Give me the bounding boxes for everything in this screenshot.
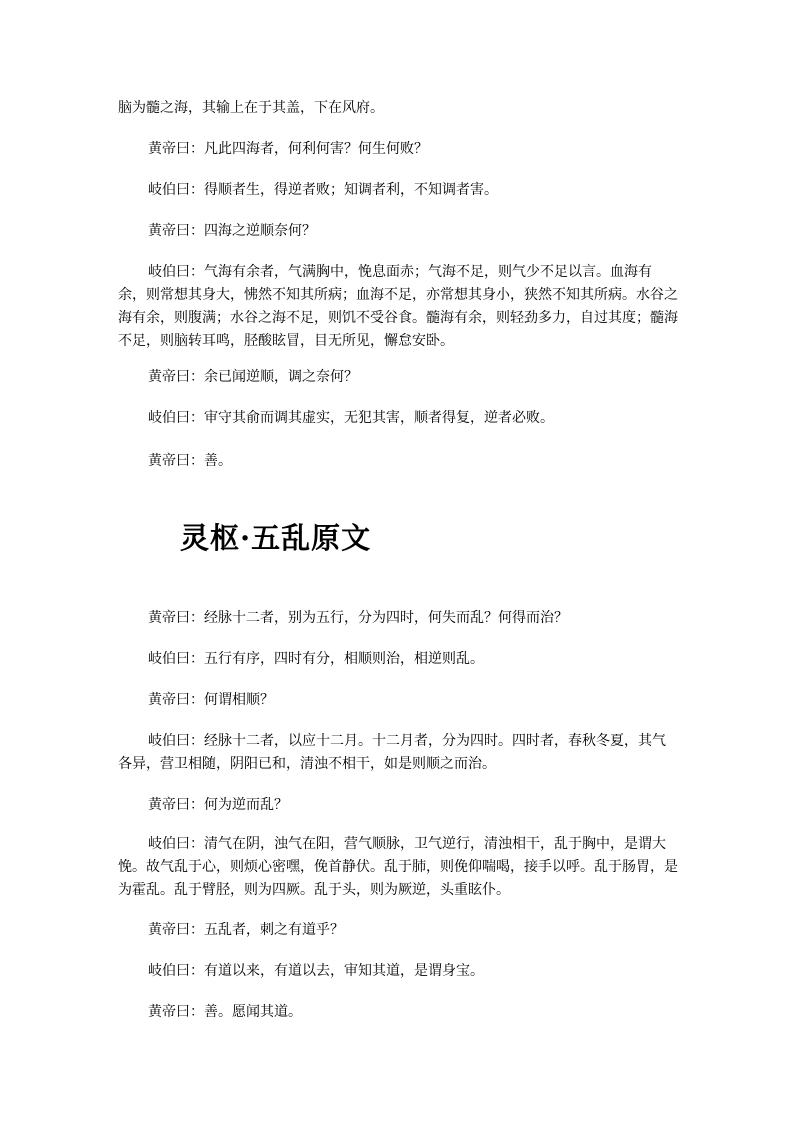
paragraph: 脑为髓之海，其输上在于其盖，下在风府。 (118, 100, 384, 116)
paragraph: 黄帝曰：凡此四海者，何利何害？何生何败？ (148, 141, 428, 157)
section-title: 灵枢·五乱原文 (180, 521, 372, 555)
paragraph: 岐伯曰：经脉十二者，以应十二月。十二月者，分为四时。四时者，春秋冬夏，其气各异，营卫相随，阴阳已和，清浊不相干，如是则顺之而治。 (118, 733, 666, 772)
paragraph: 岐伯曰：气海有余者，气满胸中，悗息面赤；气海不足，则气少不足以言。血海有余，则常想其身大，怫然不知其所病；血海不足，亦常想其身小，狭然不知其所病。水谷之海有余，则腹满；水谷之海不足，则饥不受谷食。髓海有余，则轻劲多力，自过其度；髓海不足，则脑转耳鸣，胫酸眩冒，目无所见，懈怠安卧。 (118, 264, 678, 349)
paragraph: 岐伯曰：得顺者生，得逆者败；知调者利，不知调者害。 (148, 182, 498, 198)
paragraph: 黄帝曰：经脉十二者，别为五行，分为四时，何失而乱？何得而治？ (148, 610, 568, 626)
paragraph: 黄帝曰：善。 (148, 453, 232, 469)
paragraph: 黄帝曰：何谓相顺？ (148, 692, 274, 708)
paragraph: 黄帝曰：余已闻逆顺，调之奈何？ (148, 369, 358, 385)
paragraph: 岐伯曰：审守其俞而调其虚实，无犯其害，顺者得复，逆者必败。 (148, 410, 554, 426)
paragraph: 岐伯曰：五行有序，四时有分，相顺则治，相逆则乱。 (148, 651, 484, 667)
paragraph: 黄帝曰：五乱者，刺之有道乎？ (148, 922, 344, 938)
paragraph: 岐伯曰：清气在阴，浊气在阳，营气顺脉，卫气逆行，清浊相干，乱于胸中，是谓大悗。故气乱于心，则烦心密嘿，俛首静伏。乱于肺，则俛仰喘喝，接手以呼。乱于肠胃，是为霍乱。乱于臂胫，则为四厥。乱于头，则为厥逆，头重眩仆。 (118, 836, 678, 898)
paragraph: 黄帝曰：四海之逆顺奈何？ (148, 223, 316, 239)
paragraph: 黄帝曰：何为逆而乱？ (148, 797, 288, 813)
paragraph: 黄帝曰：善。愿闻其道。 (148, 1004, 302, 1020)
paragraph: 岐伯曰：有道以来，有道以去，审知其道，是谓身宝。 (148, 963, 484, 979)
